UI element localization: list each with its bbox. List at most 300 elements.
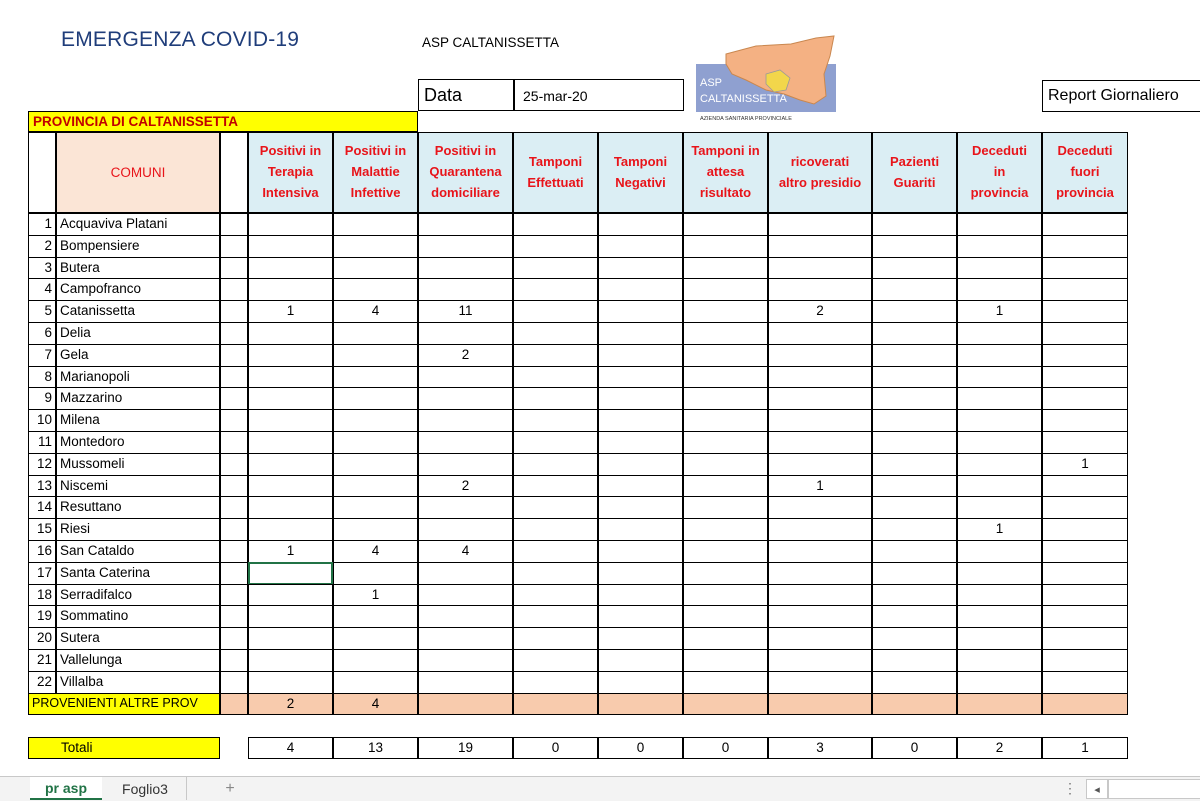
other-provinces-label[interactable]: PROVENIENTI ALTRE PROV [28, 693, 220, 716]
data-cell[interactable] [768, 649, 872, 672]
comune-name-cell[interactable]: Vallelunga [56, 649, 220, 672]
comune-name-cell[interactable]: Butera [56, 257, 220, 280]
data-cell[interactable] [598, 605, 683, 628]
data-cell[interactable] [683, 300, 768, 323]
spacer-cell[interactable] [220, 235, 248, 258]
data-cell[interactable] [872, 213, 957, 236]
row-number[interactable]: 6 [28, 322, 56, 345]
data-cell[interactable] [872, 518, 957, 541]
spacer-cell[interactable] [220, 693, 248, 716]
spacer-column-header[interactable] [220, 132, 248, 213]
comune-name-cell[interactable]: Acquaviva Platani [56, 213, 220, 236]
data-cell[interactable] [872, 366, 957, 389]
data-cell[interactable] [333, 605, 418, 628]
other-provinces-cell[interactable] [768, 693, 872, 716]
data-cell[interactable] [1042, 366, 1128, 389]
data-cell[interactable] [333, 278, 418, 301]
data-cell[interactable] [513, 453, 598, 476]
row-number[interactable]: 3 [28, 257, 56, 280]
data-cell[interactable] [1042, 671, 1128, 694]
data-cell[interactable] [598, 540, 683, 563]
data-cell[interactable] [248, 366, 333, 389]
data-cell[interactable] [418, 213, 513, 236]
other-provinces-cell[interactable] [598, 693, 683, 716]
data-cell[interactable] [683, 605, 768, 628]
data-cell[interactable] [1042, 300, 1128, 323]
other-provinces-cell[interactable]: 2 [248, 693, 333, 716]
data-cell[interactable] [872, 409, 957, 432]
data-cell[interactable] [957, 431, 1042, 454]
data-cell[interactable]: 2 [418, 475, 513, 498]
horizontal-scrollbar[interactable] [1108, 779, 1200, 799]
data-cell[interactable] [683, 540, 768, 563]
totals-cell[interactable]: 1 [1042, 737, 1128, 759]
comune-name-cell[interactable]: San Cataldo [56, 540, 220, 563]
data-cell[interactable] [418, 649, 513, 672]
data-cell[interactable] [248, 213, 333, 236]
other-provinces-cell[interactable] [957, 693, 1042, 716]
data-cell[interactable] [872, 627, 957, 650]
spacer-cell[interactable] [220, 496, 248, 519]
data-cell[interactable] [1042, 344, 1128, 367]
spacer-cell[interactable] [220, 431, 248, 454]
data-cell[interactable] [957, 278, 1042, 301]
data-cell[interactable] [248, 409, 333, 432]
totals-label[interactable]: Totali [28, 737, 220, 759]
spacer-cell[interactable] [220, 387, 248, 410]
data-cell[interactable] [768, 366, 872, 389]
data-cell[interactable] [513, 431, 598, 454]
data-cell[interactable] [768, 518, 872, 541]
column-header[interactable] [333, 132, 418, 213]
sheet-tab-foglio3[interactable]: Foglio3 [104, 777, 187, 800]
data-cell[interactable] [957, 627, 1042, 650]
data-cell[interactable] [333, 671, 418, 694]
spacer-cell[interactable] [220, 278, 248, 301]
data-cell[interactable] [768, 409, 872, 432]
data-cell[interactable] [1042, 605, 1128, 628]
data-cell[interactable] [683, 671, 768, 694]
spacer-cell[interactable] [220, 257, 248, 280]
data-cell[interactable] [683, 278, 768, 301]
data-cell[interactable] [683, 627, 768, 650]
data-cell[interactable] [418, 257, 513, 280]
comune-name-cell[interactable]: Milena [56, 409, 220, 432]
comune-name-cell[interactable]: Campofranco [56, 278, 220, 301]
data-cell[interactable] [513, 562, 598, 585]
data-cell[interactable] [1042, 322, 1128, 345]
spacer-cell[interactable] [220, 584, 248, 607]
data-cell[interactable] [248, 627, 333, 650]
data-cell[interactable] [333, 431, 418, 454]
data-cell[interactable] [1042, 584, 1128, 607]
data-cell[interactable] [333, 518, 418, 541]
data-cell[interactable] [1042, 213, 1128, 236]
data-cell[interactable] [768, 605, 872, 628]
column-header[interactable] [1042, 132, 1128, 213]
data-cell[interactable] [418, 605, 513, 628]
data-cell[interactable] [872, 235, 957, 258]
comune-name-cell[interactable]: Riesi [56, 518, 220, 541]
data-cell[interactable] [957, 584, 1042, 607]
data-cell[interactable] [683, 257, 768, 280]
data-cell[interactable] [1042, 409, 1128, 432]
spacer-cell[interactable] [220, 605, 248, 628]
row-number[interactable]: 9 [28, 387, 56, 410]
column-header[interactable] [418, 132, 513, 213]
spacer-cell[interactable] [220, 409, 248, 432]
data-cell[interactable] [513, 409, 598, 432]
column-header[interactable] [957, 132, 1042, 213]
data-cell[interactable] [248, 431, 333, 454]
data-cell[interactable] [598, 235, 683, 258]
comune-name-cell[interactable]: Resuttano [56, 496, 220, 519]
spacer-cell[interactable] [220, 671, 248, 694]
data-cell[interactable] [333, 649, 418, 672]
data-cell[interactable] [248, 257, 333, 280]
more-options-icon[interactable]: ⋮ [1063, 780, 1077, 796]
data-cell[interactable] [957, 453, 1042, 476]
data-cell[interactable]: 1 [957, 518, 1042, 541]
data-cell[interactable] [683, 475, 768, 498]
data-cell[interactable] [598, 366, 683, 389]
data-cell[interactable] [248, 278, 333, 301]
data-cell[interactable] [957, 387, 1042, 410]
row-number[interactable]: 8 [28, 366, 56, 389]
data-cell[interactable] [598, 387, 683, 410]
totals-cell[interactable]: 0 [872, 737, 957, 759]
comune-name-cell[interactable]: Mussomeli [56, 453, 220, 476]
data-cell[interactable] [598, 584, 683, 607]
data-cell[interactable] [333, 496, 418, 519]
totals-cell[interactable]: 13 [333, 737, 418, 759]
data-cell[interactable] [248, 671, 333, 694]
data-cell[interactable] [872, 540, 957, 563]
data-cell[interactable]: 1 [333, 584, 418, 607]
row-number[interactable]: 5 [28, 300, 56, 323]
data-cell[interactable]: 2 [418, 344, 513, 367]
spacer-cell[interactable] [220, 475, 248, 498]
data-cell[interactable] [957, 257, 1042, 280]
data-cell[interactable]: 4 [333, 540, 418, 563]
data-cell[interactable] [872, 496, 957, 519]
column-header[interactable] [768, 132, 872, 213]
data-cell[interactable] [598, 431, 683, 454]
data-cell[interactable] [333, 453, 418, 476]
data-cell[interactable] [872, 300, 957, 323]
data-cell[interactable] [248, 322, 333, 345]
comune-name-cell[interactable]: Sutera [56, 627, 220, 650]
spacer-cell[interactable] [220, 300, 248, 323]
data-cell[interactable] [872, 387, 957, 410]
data-cell[interactable]: 1 [1042, 453, 1128, 476]
data-cell[interactable] [768, 627, 872, 650]
data-cell[interactable]: 4 [333, 300, 418, 323]
data-cell[interactable] [333, 562, 418, 585]
data-cell[interactable] [872, 475, 957, 498]
data-cell[interactable] [513, 649, 598, 672]
comune-name-cell[interactable]: Serradifalco [56, 584, 220, 607]
data-cell[interactable] [768, 496, 872, 519]
totals-cell[interactable]: 3 [768, 737, 872, 759]
report-cell[interactable]: Report Giornaliero [1042, 80, 1200, 112]
data-cell[interactable] [248, 235, 333, 258]
data-cell[interactable] [1042, 475, 1128, 498]
data-cell[interactable] [418, 627, 513, 650]
data-cell[interactable] [513, 518, 598, 541]
row-number[interactable]: 4 [28, 278, 56, 301]
totals-cell[interactable]: 4 [248, 737, 333, 759]
row-number-header[interactable] [28, 132, 56, 213]
data-cell[interactable] [1042, 627, 1128, 650]
data-cell[interactable] [957, 605, 1042, 628]
data-cell[interactable] [683, 496, 768, 519]
data-cell[interactable]: 1 [957, 300, 1042, 323]
data-cell[interactable] [598, 475, 683, 498]
row-number[interactable]: 12 [28, 453, 56, 476]
data-cell[interactable] [513, 475, 598, 498]
data-cell[interactable] [333, 475, 418, 498]
data-cell[interactable] [333, 627, 418, 650]
spacer-cell[interactable] [220, 213, 248, 236]
spacer-cell[interactable] [220, 322, 248, 345]
data-cell[interactable] [418, 409, 513, 432]
data-cell[interactable] [683, 649, 768, 672]
other-provinces-cell[interactable] [513, 693, 598, 716]
data-cell[interactable] [683, 584, 768, 607]
column-header[interactable] [513, 132, 598, 213]
data-cell[interactable] [248, 387, 333, 410]
data-value-cell[interactable]: 25-mar-20 [514, 79, 684, 111]
other-provinces-cell[interactable] [418, 693, 513, 716]
data-cell[interactable] [333, 344, 418, 367]
row-number[interactable]: 13 [28, 475, 56, 498]
data-cell[interactable] [1042, 278, 1128, 301]
data-cell[interactable] [418, 496, 513, 519]
totals-cell[interactable]: 2 [957, 737, 1042, 759]
data-cell[interactable] [957, 671, 1042, 694]
data-cell[interactable]: 4 [418, 540, 513, 563]
data-cell[interactable] [333, 257, 418, 280]
data-cell[interactable]: 1 [768, 475, 872, 498]
data-cell[interactable] [248, 475, 333, 498]
comune-name-cell[interactable]: Villalba [56, 671, 220, 694]
data-cell[interactable] [598, 562, 683, 585]
row-number[interactable]: 1 [28, 213, 56, 236]
data-cell[interactable] [872, 453, 957, 476]
data-cell[interactable] [683, 409, 768, 432]
data-cell[interactable] [683, 344, 768, 367]
data-cell[interactable] [683, 322, 768, 345]
data-label-cell[interactable]: Data [418, 79, 514, 111]
data-cell[interactable] [1042, 431, 1128, 454]
data-cell[interactable] [418, 366, 513, 389]
data-cell[interactable] [598, 649, 683, 672]
data-cell[interactable] [513, 344, 598, 367]
data-cell[interactable] [513, 278, 598, 301]
data-cell[interactable] [872, 278, 957, 301]
data-cell[interactable] [957, 540, 1042, 563]
row-number[interactable]: 15 [28, 518, 56, 541]
data-cell[interactable] [513, 300, 598, 323]
column-header[interactable] [872, 132, 957, 213]
data-cell[interactable] [872, 431, 957, 454]
data-cell[interactable] [1042, 562, 1128, 585]
data-cell[interactable] [872, 562, 957, 585]
totals-cell[interactable]: 19 [418, 737, 513, 759]
data-cell[interactable] [872, 344, 957, 367]
data-cell[interactable] [513, 540, 598, 563]
data-cell[interactable] [957, 409, 1042, 432]
data-cell[interactable] [418, 518, 513, 541]
data-cell[interactable] [418, 584, 513, 607]
comune-name-cell[interactable]: Catanissetta [56, 300, 220, 323]
data-cell[interactable] [683, 366, 768, 389]
data-cell[interactable] [598, 344, 683, 367]
row-number[interactable]: 20 [28, 627, 56, 650]
data-cell[interactable] [598, 453, 683, 476]
data-cell[interactable] [957, 496, 1042, 519]
data-cell[interactable] [768, 257, 872, 280]
data-cell[interactable]: 1 [248, 540, 333, 563]
data-cell[interactable] [957, 649, 1042, 672]
row-number[interactable]: 14 [28, 496, 56, 519]
data-cell[interactable] [248, 605, 333, 628]
data-cell[interactable] [513, 387, 598, 410]
data-cell[interactable] [872, 605, 957, 628]
column-header[interactable] [683, 132, 768, 213]
data-cell[interactable] [333, 322, 418, 345]
data-cell[interactable] [513, 322, 598, 345]
spacer-cell[interactable] [220, 540, 248, 563]
data-cell[interactable] [513, 235, 598, 258]
row-number[interactable]: 19 [28, 605, 56, 628]
data-cell[interactable] [768, 431, 872, 454]
data-cell[interactable] [513, 627, 598, 650]
row-number[interactable]: 21 [28, 649, 56, 672]
other-provinces-cell[interactable]: 4 [333, 693, 418, 716]
data-cell[interactable] [872, 257, 957, 280]
data-cell[interactable] [598, 627, 683, 650]
data-cell[interactable] [418, 431, 513, 454]
data-cell[interactable] [768, 213, 872, 236]
data-cell[interactable] [248, 584, 333, 607]
province-banner[interactable]: PROVINCIA DI CALTANISSETTA [28, 111, 418, 132]
data-cell[interactable] [957, 235, 1042, 258]
data-cell[interactable] [513, 671, 598, 694]
data-cell[interactable] [598, 278, 683, 301]
data-cell[interactable] [333, 387, 418, 410]
data-cell[interactable] [1042, 387, 1128, 410]
data-cell[interactable] [333, 213, 418, 236]
spacer-cell[interactable] [220, 518, 248, 541]
data-cell[interactable] [768, 278, 872, 301]
data-cell[interactable] [598, 213, 683, 236]
spacer-cell[interactable] [220, 344, 248, 367]
comune-name-cell[interactable]: Gela [56, 344, 220, 367]
data-cell[interactable] [418, 278, 513, 301]
totals-cell[interactable]: 0 [683, 737, 768, 759]
data-cell[interactable] [598, 518, 683, 541]
data-cell[interactable] [598, 322, 683, 345]
data-cell[interactable] [957, 322, 1042, 345]
data-cell[interactable] [768, 584, 872, 607]
totals-cell[interactable]: 0 [598, 737, 683, 759]
data-cell[interactable] [248, 518, 333, 541]
data-cell[interactable] [1042, 518, 1128, 541]
data-cell[interactable] [1042, 649, 1128, 672]
data-cell[interactable] [768, 671, 872, 694]
scroll-left-icon[interactable]: ◂ [1086, 779, 1108, 799]
data-cell[interactable] [957, 562, 1042, 585]
row-number[interactable]: 16 [28, 540, 56, 563]
data-cell[interactable] [248, 344, 333, 367]
data-cell[interactable] [513, 257, 598, 280]
data-cell[interactable] [957, 366, 1042, 389]
data-cell[interactable]: 2 [768, 300, 872, 323]
data-cell[interactable] [768, 540, 872, 563]
data-cell[interactable] [957, 213, 1042, 236]
data-cell[interactable] [872, 671, 957, 694]
data-cell[interactable] [1042, 496, 1128, 519]
data-cell[interactable] [333, 366, 418, 389]
totals-cell[interactable]: 0 [513, 737, 598, 759]
data-cell[interactable] [872, 322, 957, 345]
add-sheet-icon[interactable]: + [225, 779, 235, 797]
data-cell[interactable] [683, 562, 768, 585]
data-cell[interactable] [598, 257, 683, 280]
spacer-cell[interactable] [220, 562, 248, 585]
data-cell[interactable] [872, 584, 957, 607]
comune-name-cell[interactable]: Montedoro [56, 431, 220, 454]
data-cell[interactable]: 1 [248, 300, 333, 323]
row-number[interactable]: 18 [28, 584, 56, 607]
data-cell[interactable]: 11 [418, 300, 513, 323]
data-cell[interactable] [513, 584, 598, 607]
spacer-cell[interactable] [220, 453, 248, 476]
row-number[interactable]: 7 [28, 344, 56, 367]
comune-name-cell[interactable]: Marianopoli [56, 366, 220, 389]
data-cell[interactable] [418, 322, 513, 345]
data-cell[interactable] [418, 453, 513, 476]
data-cell[interactable] [248, 562, 333, 585]
column-header[interactable] [248, 132, 333, 213]
data-cell[interactable] [418, 235, 513, 258]
data-cell[interactable] [683, 453, 768, 476]
data-cell[interactable] [513, 605, 598, 628]
data-cell[interactable] [1042, 257, 1128, 280]
spacer-cell[interactable] [220, 627, 248, 650]
data-cell[interactable] [872, 649, 957, 672]
row-number[interactable]: 22 [28, 671, 56, 694]
data-cell[interactable] [333, 409, 418, 432]
data-cell[interactable] [598, 300, 683, 323]
other-provinces-cell[interactable] [872, 693, 957, 716]
spacer-cell[interactable] [220, 649, 248, 672]
data-cell[interactable] [333, 235, 418, 258]
data-cell[interactable] [768, 322, 872, 345]
data-cell[interactable] [683, 235, 768, 258]
data-cell[interactable] [768, 453, 872, 476]
data-cell[interactable] [248, 649, 333, 672]
comuni-header[interactable]: COMUNI [56, 132, 220, 213]
sheet-tab-pr-asp[interactable]: pr asp [30, 777, 102, 800]
other-provinces-cell[interactable] [683, 693, 768, 716]
comune-name-cell[interactable]: Sommatino [56, 605, 220, 628]
comune-name-cell[interactable]: Mazzarino [56, 387, 220, 410]
data-cell[interactable] [683, 387, 768, 410]
comune-name-cell[interactable]: Niscemi [56, 475, 220, 498]
